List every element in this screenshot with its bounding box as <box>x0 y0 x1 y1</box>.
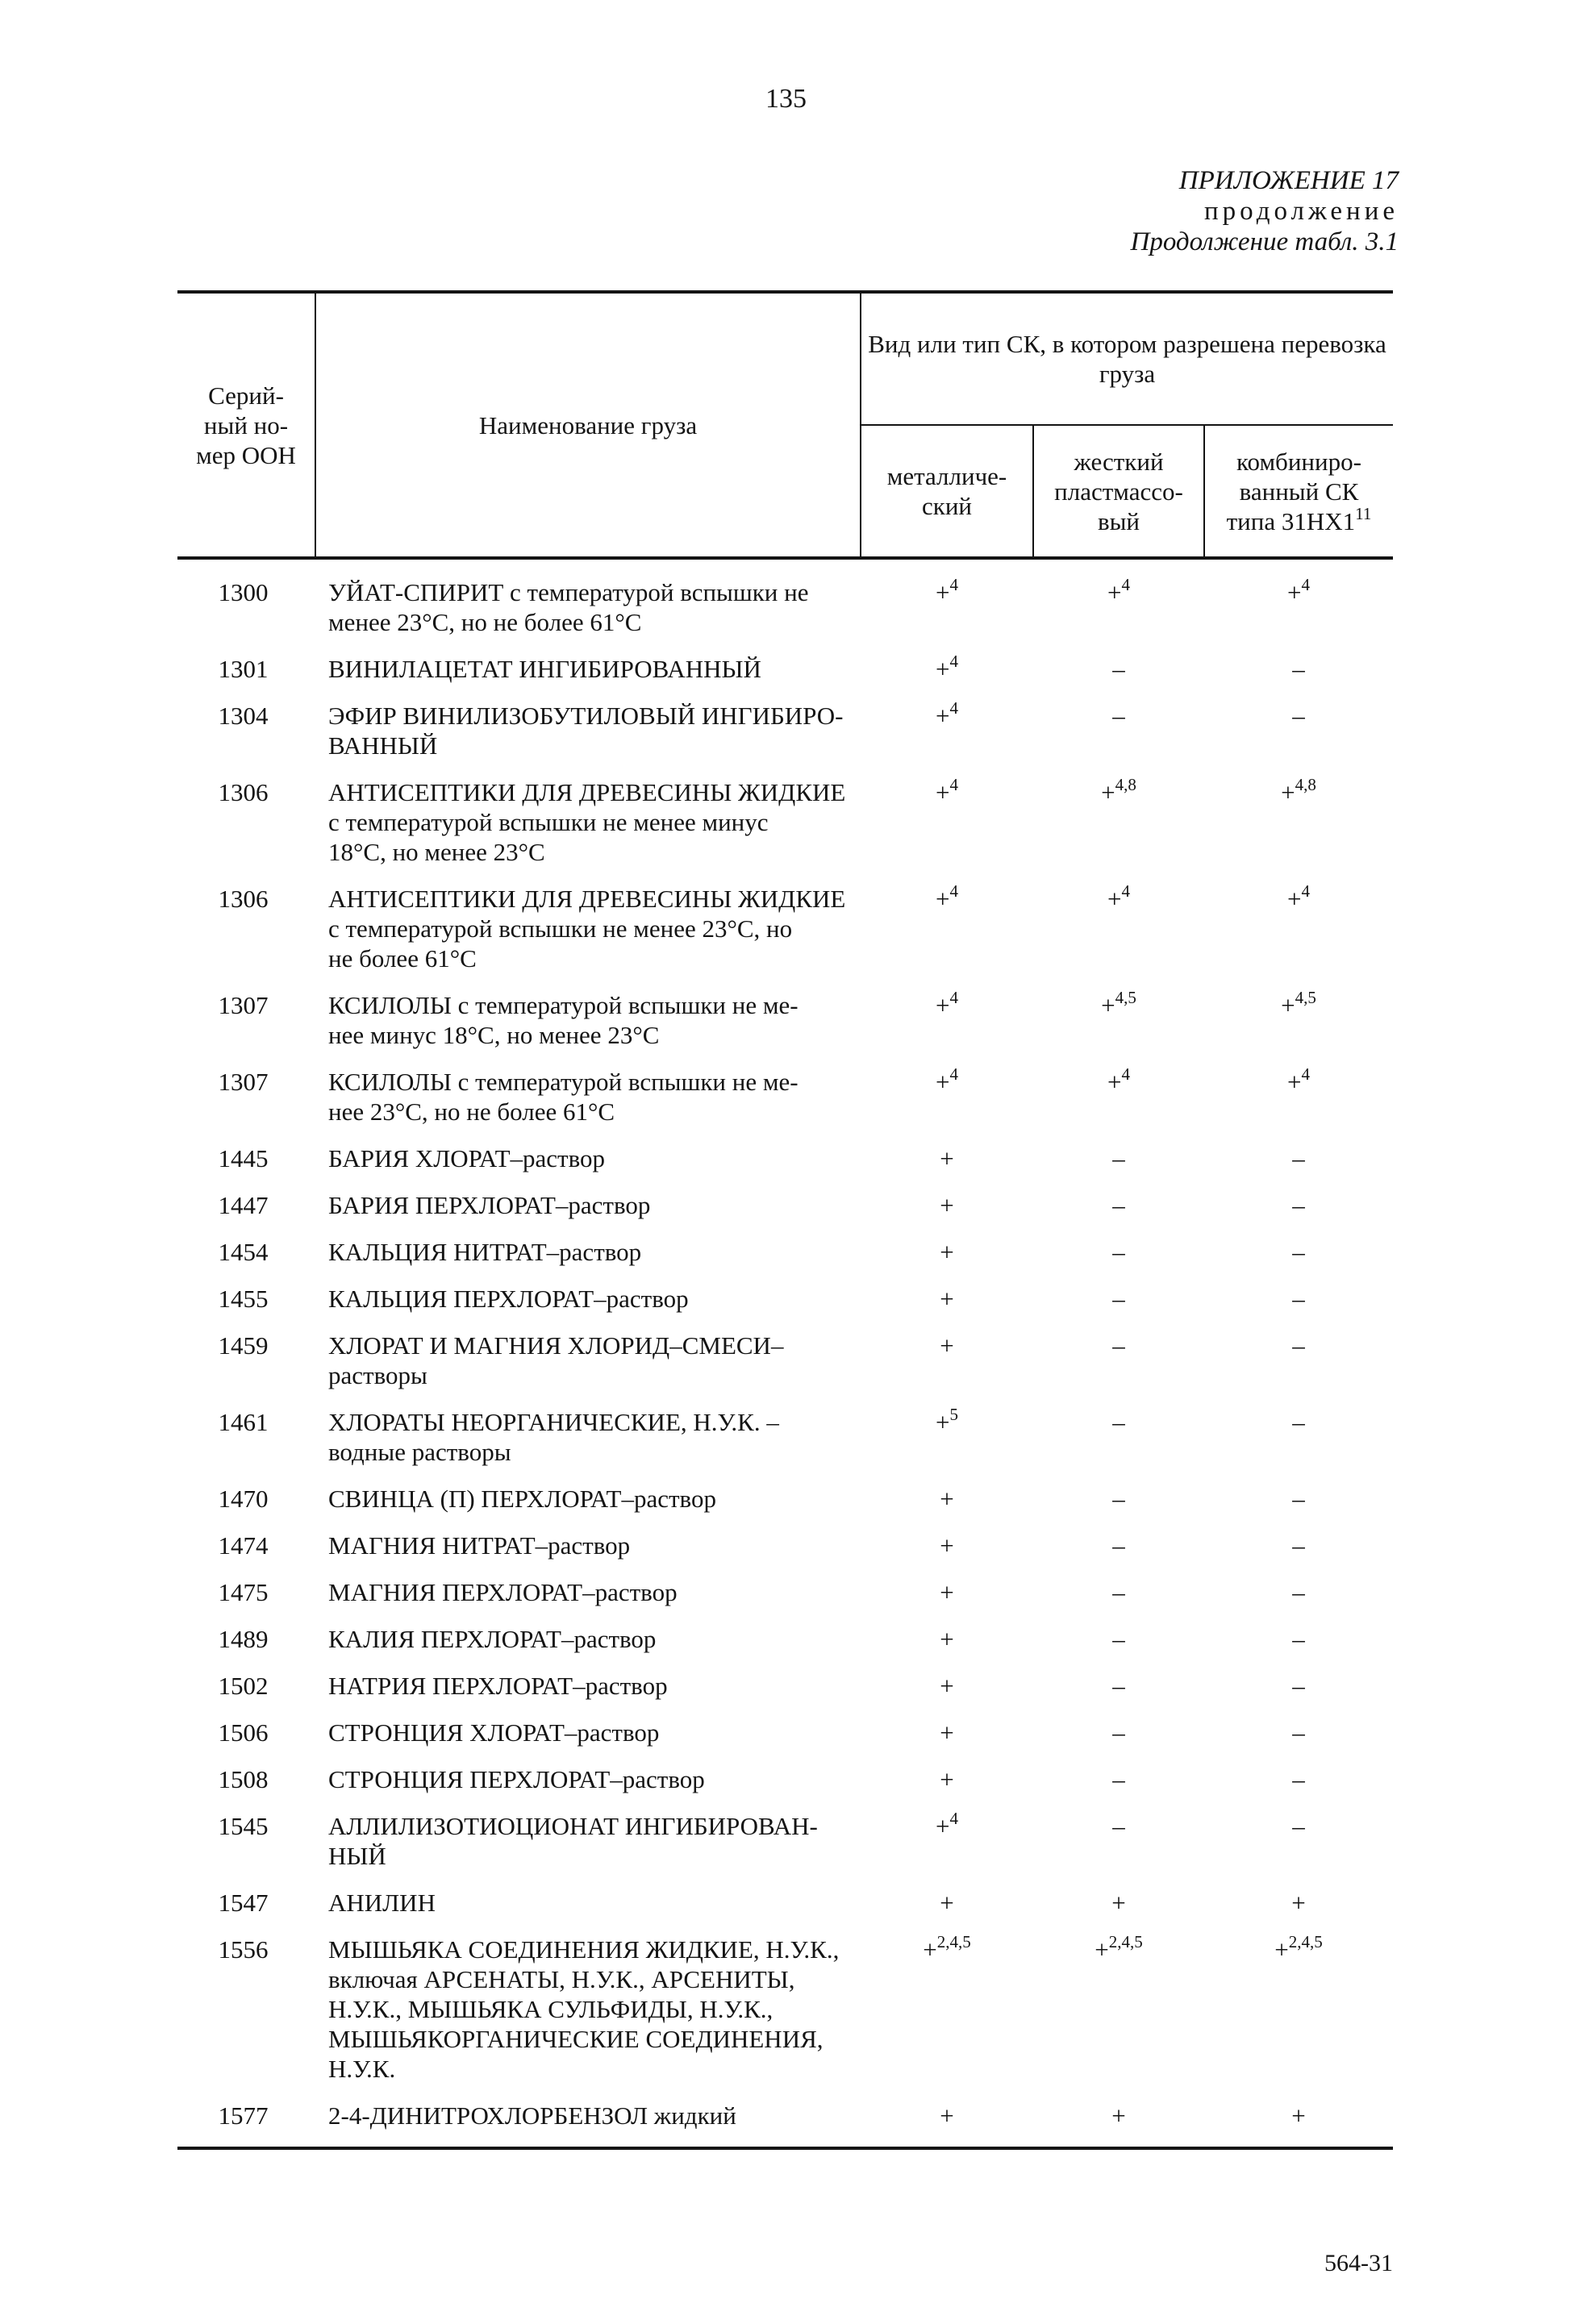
rigid-plastic-cell <box>1033 643 1204 690</box>
cargo-name-line: ХЛОРАТЫ НЕОРГАНИЧЕСКИЕ, Н.У.К. – <box>328 1408 779 1436</box>
table-row <box>177 690 1393 767</box>
metal-cell <box>861 1520 1033 1567</box>
cargo-name-line: КАЛЬЦИЯ НИТРАТ–раствор <box>328 1238 642 1266</box>
permission-mark: + <box>1287 885 1302 913</box>
metal-cell <box>861 1614 1033 1660</box>
permission-mark: + <box>940 1485 954 1513</box>
rigid-plastic-cell <box>1033 1754 1204 1801</box>
cargo-name-line: СТРОНЦИЯ ПЕРХЛОРАТ–раствор <box>328 1765 705 1793</box>
rigid-plastic-cell <box>1033 980 1204 1056</box>
composite-cell <box>1204 1056 1393 1133</box>
un-number-cell: 1502 <box>218 1672 269 1700</box>
cargo-name-cell <box>315 980 861 1056</box>
cargo-name-line: ЭФИР ВИНИЛИЗОБУТИЛОВЫЙ ИНГИБИРО- <box>328 702 844 730</box>
header-composite: комбиниро- ванный СК типа $31НХ1^{11}$ <box>1204 425 1393 558</box>
appendix-title: ПРИЛОЖЕНИЕ 17 <box>1178 166 1399 195</box>
metal-cell <box>861 1660 1033 1707</box>
permission-mark: – <box>1112 1718 1125 1747</box>
rigid-plastic-cell <box>1033 1397 1204 1473</box>
cargo-name-line: МЫШЬЯКОРГАНИЧЕСКИЕ СОЕДИНЕНИЯ, <box>328 2025 824 2053</box>
metal-cell <box>861 1754 1033 1801</box>
un-number-cell: 1556 <box>218 1935 269 1964</box>
note-reference: 4 <box>1301 1064 1310 1084</box>
table-row <box>177 1924 1393 2090</box>
note-reference: 4 <box>1121 1064 1130 1084</box>
rigid-plastic-cell <box>1033 1133 1204 1180</box>
cargo-name-cell <box>315 1180 861 1227</box>
permission-mark: – <box>1292 1238 1305 1266</box>
composite-cell <box>1204 1877 1393 1924</box>
permission-mark: + <box>1281 991 1295 1019</box>
permission-mark: + <box>936 1408 950 1436</box>
cargo-name-cell <box>315 1273 861 1320</box>
rigid-plastic-cell <box>1033 1801 1204 1877</box>
permission-mark: – <box>1292 1485 1305 1513</box>
composite-cell <box>1204 1320 1393 1397</box>
composite-cell <box>1204 1520 1393 1567</box>
metal-cell <box>861 1801 1033 1877</box>
composite-cell <box>1204 643 1393 690</box>
composite-cell <box>1204 1754 1393 1801</box>
permission-mark: – <box>1112 1672 1125 1700</box>
cargo-name-line: МЫШЬЯКА СОЕДИНЕНИЯ ЖИДКИЕ, Н.У.К., <box>328 1935 840 1964</box>
permission-mark: – <box>1112 1625 1125 1653</box>
header-un-number: Серий- ный но- мер ООН <box>177 292 315 558</box>
cargo-name-line: с температурой вспышки не менее 23°С, но <box>328 914 793 943</box>
rigid-plastic-cell <box>1033 690 1204 767</box>
rigid-plastic-cell <box>1033 1520 1204 1567</box>
composite-cell <box>1204 1397 1393 1473</box>
cargo-name-cell <box>315 1520 861 1567</box>
un-number-cell: 1474 <box>218 1531 269 1560</box>
cargo-name-line: КАЛИЯ ПЕРХЛОРАТ–раствор <box>328 1625 657 1653</box>
metal-cell <box>861 980 1033 1056</box>
permission-mark: + <box>1291 1889 1306 1917</box>
cargo-name-line: МАГНИЯ ПЕРХЛОРАТ–раствор <box>328 1578 678 1606</box>
permission-mark: – <box>1112 1331 1125 1360</box>
permission-mark: + <box>1107 1068 1122 1096</box>
cargo-name-line: АЛЛИЛИЗОТИОЦИОНАТ ИНГИБИРОВАН- <box>328 1812 818 1840</box>
permission-mark: + <box>940 1765 954 1793</box>
permission-mark: – <box>1292 702 1305 730</box>
metal-cell <box>861 1320 1033 1397</box>
permission-mark: – <box>1112 702 1125 730</box>
table-body <box>177 558 1393 2148</box>
permission-mark: – <box>1112 1408 1125 1436</box>
permission-mark: – <box>1112 1238 1125 1266</box>
cargo-name-line: ВАННЫЙ <box>328 731 438 760</box>
cargo-name-line: не более 61°С <box>328 944 477 972</box>
appendix-heading <box>1131 165 1399 257</box>
permission-mark: + <box>936 778 950 806</box>
rigid-plastic-cell <box>1033 767 1204 873</box>
permission-mark: – <box>1292 1331 1305 1360</box>
permission-mark: – <box>1292 1625 1305 1653</box>
metal-cell <box>861 1473 1033 1520</box>
metal-cell <box>861 1877 1033 1924</box>
un-number-cell: 1508 <box>218 1765 269 1793</box>
rigid-plastic-cell <box>1033 2090 1204 2148</box>
un-number-cell: 1489 <box>218 1625 269 1653</box>
metal-cell <box>861 558 1033 643</box>
composite-cell <box>1204 1707 1393 1754</box>
permission-mark: – <box>1112 1578 1125 1606</box>
permission-mark: + <box>1101 991 1115 1019</box>
rigid-plastic-cell <box>1033 1273 1204 1320</box>
cargo-name-line: 18°С, но менее 23°С <box>328 838 545 866</box>
permission-mark: + <box>936 1812 950 1840</box>
rigid-plastic-cell <box>1033 1660 1204 1707</box>
un-number-cell: 1304 <box>218 702 269 730</box>
un-number-cell: 1307 <box>218 991 269 1019</box>
cargo-name-cell <box>315 1877 861 1924</box>
note-reference: 4 <box>949 881 958 901</box>
composite-cell <box>1204 1801 1393 1877</box>
permission-mark: – <box>1292 1765 1305 1793</box>
table-row <box>177 1056 1393 1133</box>
footnote-mark: 11 <box>1355 503 1372 523</box>
permission-mark: – <box>1112 655 1125 683</box>
sheet-code: 564-31 <box>1324 2250 1393 2276</box>
header-cargo-name: Наименование груза <box>315 292 861 558</box>
metal-cell <box>861 873 1033 980</box>
permission-mark: + <box>940 1144 954 1172</box>
cargo-name-line: нее минус 18°С, но менее 23°С <box>328 1021 660 1049</box>
rigid-plastic-cell <box>1033 1614 1204 1660</box>
metal-cell <box>861 1924 1033 2090</box>
metal-cell <box>861 1707 1033 1754</box>
rigid-plastic-cell <box>1033 1707 1204 1754</box>
un-number-cell: 1445 <box>218 1144 269 1172</box>
permission-mark: + <box>940 1889 954 1917</box>
permission-mark: + <box>923 1935 937 1964</box>
composite-cell <box>1204 2090 1393 2148</box>
permission-mark: + <box>940 1578 954 1606</box>
un-number-cell: 1447 <box>218 1191 269 1219</box>
cargo-name-line: с температурой вспышки не менее минус <box>328 808 769 836</box>
un-number-cell: 1506 <box>218 1718 269 1747</box>
rigid-plastic-cell <box>1033 1320 1204 1397</box>
cargo-name-cell <box>315 1660 861 1707</box>
rigid-plastic-cell <box>1033 558 1204 643</box>
cargo-name-line: КАЛЬЦИЯ ПЕРХЛОРАТ–раствор <box>328 1285 689 1313</box>
permission-mark: – <box>1292 1285 1305 1313</box>
permission-mark: + <box>940 1238 954 1266</box>
table-row <box>177 1877 1393 1924</box>
permission-mark: + <box>1281 778 1295 806</box>
table-row <box>177 1614 1393 1660</box>
permission-mark: – <box>1292 1408 1305 1436</box>
un-number-cell: 1545 <box>218 1812 269 1840</box>
permission-mark: + <box>940 1625 954 1653</box>
table-row <box>177 767 1393 873</box>
composite-cell <box>1204 980 1393 1056</box>
permission-mark: – <box>1292 1531 1305 1560</box>
permission-mark: – <box>1112 1485 1125 1513</box>
cargo-name-line: включая АРСЕНАТЫ, Н.У.К., АРСЕНИТЫ, <box>328 1965 795 1993</box>
header-container-type: Вид или тип СК, в котором разрешена перевозка груза <box>861 292 1393 425</box>
cargo-name-line: АНТИСЕПТИКИ ДЛЯ ДРЕВЕСИНЫ ЖИДКИЕ <box>328 778 846 806</box>
permission-mark: + <box>1107 578 1122 606</box>
cargo-name-cell <box>315 1614 861 1660</box>
rigid-plastic-cell <box>1033 1924 1204 2090</box>
note-reference: 4 <box>949 775 958 794</box>
permission-mark: + <box>940 1285 954 1313</box>
cargo-name-cell <box>315 1567 861 1614</box>
note-reference: 4 <box>949 1064 958 1084</box>
table-row <box>177 1397 1393 1473</box>
cargo-name-line: АНТИСЕПТИКИ ДЛЯ ДРЕВЕСИНЫ ЖИДКИЕ <box>328 885 846 913</box>
cargo-name-line: 2-4-ДИНИТРОХЛОРБЕНЗОЛ жидкий <box>328 2101 736 2130</box>
note-reference: 4 <box>949 575 958 594</box>
cargo-name-cell <box>315 1320 861 1397</box>
cargo-name-line: НЫЙ <box>328 1842 386 1870</box>
permission-mark: + <box>940 1191 954 1219</box>
note-reference: 2,4,5 <box>1288 1932 1323 1951</box>
table-row <box>177 1754 1393 1801</box>
header-rigid-plastic: жесткий пластмассо- вый <box>1033 425 1204 558</box>
un-number-cell: 1461 <box>218 1408 269 1436</box>
un-number-cell: 1300 <box>218 578 269 606</box>
permission-mark: + <box>1107 885 1122 913</box>
permission-mark: + <box>940 1672 954 1700</box>
cargo-name-cell <box>315 1754 861 1801</box>
note-reference: 4 <box>949 1809 958 1828</box>
un-number-cell: 1307 <box>218 1068 269 1096</box>
permission-mark: – <box>1292 1191 1305 1219</box>
metal-cell <box>861 643 1033 690</box>
rigid-plastic-cell <box>1033 1180 1204 1227</box>
un-number-cell: 1306 <box>218 778 269 806</box>
permission-mark: – <box>1112 1285 1125 1313</box>
permission-mark: + <box>1287 578 1302 606</box>
table-row <box>177 1520 1393 1567</box>
permission-mark: – <box>1292 655 1305 683</box>
rigid-plastic-cell <box>1033 1227 1204 1273</box>
un-number-cell: 1301 <box>218 655 269 683</box>
cargo-name-cell <box>315 1924 861 2090</box>
permission-mark: – <box>1292 1812 1305 1840</box>
permission-mark: + <box>936 655 950 683</box>
cargo-name-line: МАГНИЯ НИТРАТ–раствор <box>328 1531 631 1560</box>
metal-cell <box>861 1180 1033 1227</box>
header-metal: металличе- ский <box>861 425 1033 558</box>
permission-mark: + <box>1111 2101 1126 2130</box>
cargo-name-cell <box>315 1056 861 1133</box>
cargo-name-cell <box>315 873 861 980</box>
cargo-name-cell <box>315 767 861 873</box>
cargo-name-line: Н.У.К. <box>328 2055 396 2083</box>
composite-cell <box>1204 1273 1393 1320</box>
cargo-name-line: ВИНИЛАЦЕТАТ ИНГИБИРОВАННЫЙ <box>328 655 761 683</box>
permission-mark: – <box>1112 1144 1125 1172</box>
permission-mark: + <box>1111 1889 1126 1917</box>
table-reference: Продолжение табл. 3.1 <box>1130 227 1399 256</box>
permission-mark: + <box>1101 778 1115 806</box>
cargo-name-line: КСИЛОЛЫ с температурой вспышки не ме- <box>328 991 799 1019</box>
cargo-name-cell <box>315 690 861 767</box>
cargo-name-cell <box>315 1133 861 1180</box>
metal-cell <box>861 1133 1033 1180</box>
permission-mark: + <box>940 1718 954 1747</box>
permission-mark: + <box>936 885 950 913</box>
table-row <box>177 1473 1393 1520</box>
composite-cell <box>1204 1473 1393 1520</box>
cargo-name-line: БАРИЯ ХЛОРАТ–раствор <box>328 1144 605 1172</box>
table-row <box>177 1707 1393 1754</box>
cargo-name-cell <box>315 1397 861 1473</box>
permission-mark: + <box>1287 1068 1302 1096</box>
permission-mark: + <box>1095 1935 1109 1964</box>
note-reference: 2,4,5 <box>1108 1932 1143 1951</box>
table-row <box>177 980 1393 1056</box>
appendix-continuation: продолжение <box>1203 197 1399 226</box>
cargo-name-line: КСИЛОЛЫ с температурой вспышки не ме- <box>328 1068 799 1096</box>
cargo-name-cell <box>315 1227 861 1273</box>
note-reference: 4 <box>1121 575 1130 594</box>
metal-cell <box>861 1227 1033 1273</box>
note-reference: 4 <box>949 988 958 1007</box>
note-reference: 4 <box>1301 575 1310 594</box>
composite-cell <box>1204 767 1393 873</box>
un-number-cell: 1470 <box>218 1485 269 1513</box>
composite-cell <box>1204 690 1393 767</box>
metal-cell <box>861 1056 1033 1133</box>
table-row <box>177 1320 1393 1397</box>
permission-mark: + <box>936 702 950 730</box>
cargo-table <box>177 290 1393 2150</box>
note-reference: 2,4,5 <box>936 1932 971 1951</box>
un-number-cell: 1455 <box>218 1285 269 1313</box>
cargo-name-line: нее 23°С, но не более 61°С <box>328 1097 615 1126</box>
rigid-plastic-cell <box>1033 1877 1204 1924</box>
composite-cell <box>1204 1660 1393 1707</box>
permission-mark: + <box>936 578 950 606</box>
cargo-name-line: СВИНЦА (П) ПЕРХЛОРАТ–раствор <box>328 1485 716 1513</box>
table-row <box>177 1133 1393 1180</box>
cargo-name-line: НАТРИЯ ПЕРХЛОРАТ–раствор <box>328 1672 668 1700</box>
table-row <box>177 1801 1393 1877</box>
permission-mark: – <box>1292 1672 1305 1700</box>
permission-mark: – <box>1292 1578 1305 1606</box>
permission-mark: – <box>1112 1812 1125 1840</box>
cargo-name-line: растворы <box>328 1361 427 1389</box>
un-number-cell: 1454 <box>218 1238 269 1266</box>
permission-mark: + <box>936 991 950 1019</box>
metal-cell <box>861 767 1033 873</box>
un-number-cell: 1475 <box>218 1578 269 1606</box>
cargo-name-cell <box>315 1473 861 1520</box>
permission-mark: + <box>1274 1935 1289 1964</box>
permission-mark: – <box>1112 1531 1125 1560</box>
table-row <box>177 1273 1393 1320</box>
note-reference: 4,5 <box>1115 988 1136 1007</box>
composite-cell <box>1204 1180 1393 1227</box>
composite-cell <box>1204 1133 1393 1180</box>
cargo-name-line: Н.У.К., МЫШЬЯКА СУЛЬФИДЫ, Н.У.К., <box>328 1995 773 2023</box>
permission-mark: + <box>940 2101 954 2130</box>
note-reference: 4 <box>949 698 958 718</box>
metal-cell <box>861 1397 1033 1473</box>
un-number-cell: 1547 <box>218 1889 269 1917</box>
un-number-cell: 1577 <box>177 2090 315 2148</box>
un-number-cell: 1306 <box>218 885 269 913</box>
metal-cell <box>861 1567 1033 1614</box>
note-reference: 4,5 <box>1295 988 1316 1007</box>
table-row <box>177 1660 1393 1707</box>
rigid-plastic-cell <box>1033 1567 1204 1614</box>
note-reference: 4 <box>1121 881 1130 901</box>
permission-mark: – <box>1292 1144 1305 1172</box>
metal-cell <box>861 690 1033 767</box>
composite-cell <box>1204 1227 1393 1273</box>
cargo-name-line: менее 23°С, но не более 61°С <box>328 608 642 636</box>
un-number-cell: 1459 <box>218 1331 269 1360</box>
cargo-name-cell <box>315 558 861 643</box>
cargo-name-line: водные растворы <box>328 1438 511 1466</box>
cargo-name-line: ХЛОРАТ И МАГНИЯ ХЛОРИД–СМЕСИ– <box>328 1331 784 1360</box>
page-number: 135 <box>765 84 807 114</box>
table-row <box>177 873 1393 980</box>
table-row <box>177 1567 1393 1614</box>
table-row <box>177 1180 1393 1227</box>
metal-cell <box>861 2090 1033 2148</box>
composite-cell <box>1204 873 1393 980</box>
permission-mark: + <box>940 1331 954 1360</box>
composite-cell <box>1204 1567 1393 1614</box>
permission-mark: + <box>940 1531 954 1560</box>
metal-cell <box>861 1273 1033 1320</box>
cargo-name-cell <box>315 1801 861 1877</box>
table-row <box>177 2090 1393 2148</box>
rigid-plastic-cell <box>1033 1473 1204 1520</box>
composite-cell <box>1204 1924 1393 2090</box>
note-reference: 4 <box>949 652 958 671</box>
cargo-name-cell <box>315 2090 861 2148</box>
table-row <box>177 558 1393 643</box>
permission-mark: + <box>936 1068 950 1096</box>
table-header <box>177 292 1393 558</box>
cargo-name-line: УЙАТ-СПИРИТ с температурой вспышки не <box>328 578 809 606</box>
permission-mark: – <box>1112 1765 1125 1793</box>
note-reference: 4 <box>1301 881 1310 901</box>
cargo-name-line: АНИЛИН <box>328 1889 436 1917</box>
cargo-name-cell <box>315 1707 861 1754</box>
permission-mark: + <box>1291 2101 1306 2130</box>
note-reference: 4,8 <box>1115 775 1136 794</box>
permission-mark: – <box>1292 1718 1305 1747</box>
rigid-plastic-cell <box>1033 873 1204 980</box>
composite-cell <box>1204 558 1393 643</box>
table-row <box>177 643 1393 690</box>
composite-cell <box>1204 1614 1393 1660</box>
note-reference: 4,8 <box>1295 775 1316 794</box>
cargo-name-line: БАРИЯ ПЕРХЛОРАТ–раствор <box>328 1191 651 1219</box>
cargo-name-cell <box>315 643 861 690</box>
cargo-name-line: СТРОНЦИЯ ХЛОРАТ–раствор <box>328 1718 660 1747</box>
note-reference: 5 <box>949 1405 958 1424</box>
permission-mark: – <box>1112 1191 1125 1219</box>
rigid-plastic-cell <box>1033 1056 1204 1133</box>
table-row <box>177 1227 1393 1273</box>
